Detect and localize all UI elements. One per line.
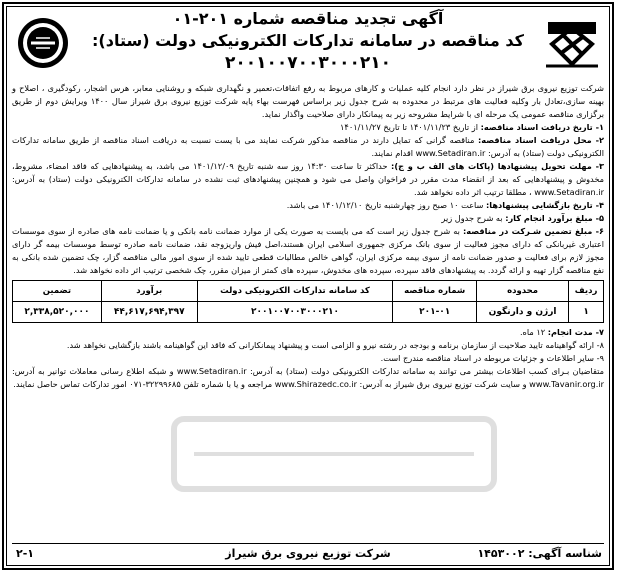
col-header-tender-no: شماره مناقصه — [393, 281, 477, 302]
ad-id: شناسه آگهی: ۱۴۵۳۰۰۲ — [477, 547, 602, 560]
item-9: ۹- سایر اطلاعات و جزئیات مربوطه در اسناد مناقصه مندرج است. — [380, 353, 604, 363]
col-header-estimate: برآورد — [101, 281, 197, 302]
item-4-text: ساعت ۱۰ صبح روز چهارشنبه تاریخ ۱۴۰۱/۱۲/۱۰ می باشد. — [286, 200, 487, 210]
tender-table — [12, 280, 604, 323]
ad-frame — [2, 2, 614, 570]
item-3-text: حداکثر تا ساعت ۱۴:۳۰ روز سه شنبه تاریخ ۱۴۰۱/۱۲/۰۹ می باشد، به پیشنهادهایی که فاقد امضاء، مشروط، مخدوش و پیشنهادهایی که بعد از انقضاء مدت مقرر در فراخوان واصل می شود و همچنین پیشنهادهای ثبت نشده در سامانه تدارکات الکترونیکی دولت (ستاد) به آدرس: www.Setadiran.ir ، مطلقا ترتیب اثر داده نخواهد شد. — [12, 161, 604, 197]
item-2 — [12, 134, 604, 160]
item-4 — [12, 199, 604, 212]
title-block — [82, 8, 534, 74]
company-logo-icon — [16, 16, 70, 70]
item-8: ۸- ارائه گواهینامه تایید صلاحیت از سازمان برنامه و بودجه در رشته نیرو و الزامی است و پیشنهاد پیمانکارانی که فاقد این گواهینامه باشند بازگشایی نخواهد شد. — [66, 340, 604, 350]
item-6-text: به شرح جدول زیر است که می بایست به صورت یکی از موارد ضمانت نامه بانکی و یا ضمانت نامه های صادره از سوی موسسات اعتباری غیربانکی که دارای مجوز فعالیت از سوی بانک مرکزی جمهوری اسلامی ایران هستند،اصل فیش واریزوجه نقد، ضمانت نامه صادره توسط موسسات بیمه گر دارای مجوز لازم برای فعالیت و صدور ضمانت نامه از سوی بیمه مرکزی ایران، گواهی خالص مطالبات قطعی تایید شده از سوی امور مالی مناقصه گزار، چک تضمین شده بانکی به نفع مناقصه گزار تهیه و ارائه گردد. به پیشنهادهای فاقد سپرده، سپرده های مخدوش، سپرده های کمتر از میزان مقرر، چک شخصی ترتیب اثر داده نخواهد شد. — [12, 226, 604, 275]
item-2-label: ۲- محل دریافت اسناد مناقصه: — [478, 135, 604, 145]
contact-paragraph: متقاضیان بـرای کسب اطلاعات بیشتر می توانند به سامانه تدارکات الکترونیکی دولت (ستاد) به آدرس: www.Setadiran.ir و شبکه اطلاع رسانی معاملات توانیر به آدرس: www.Tavanir.org.ir و سایت شرکت توزیع نیروی برق شیراز به آدرس: www.Shirazedc.co.ir مراجعه و یا با شماره تلفن ۳۲۲۹۹۶۸۵-۰۷۱ امور تدارکات تماس حاصل نمایند. — [12, 366, 604, 389]
item-5-text: به شرح جدول زیر — [441, 213, 506, 223]
item-6-label: ۶- مبلغ تضمین شـرکت در مناقصه: — [462, 226, 604, 236]
cell-area: ارژن و دارنگون — [477, 302, 569, 323]
cell-estimate: ۴۴,۶۱۷,۶۹۴,۳۹۷ — [101, 302, 197, 323]
item-7-text: ۱۲ ماه. — [519, 327, 548, 337]
tender-code: ۲۰۰۱۰۰۷۰۰۳۰۰۰۲۱۰ — [224, 53, 391, 73]
cell-row-no: ۱ — [569, 302, 604, 323]
ad-footer — [12, 543, 604, 564]
ad-header — [12, 8, 604, 80]
item-6 — [12, 225, 604, 277]
col-header-guarantee: تضمین — [13, 281, 102, 302]
ad-subtitle: کد مناقصه در سامانه تدارکات الکترونیکی دولت (ستاد): — [92, 31, 524, 50]
ad-body — [12, 82, 604, 391]
intro-paragraph: شرکت توزیع نیروی برق شیراز در نظر دارد انجام کلیه عملیات و کارهای مربوط به رفع اتفاقات،تعمیر و نگهداری شبکه و روشنایی معابر، هرس اشجار، رکودگیری ، اصلاح و بهینه سازی،تعادل بار وکلیه فعالیت های مرتبط در محدوده به شرح جدول زیر براساس فهرست بهاء پایه شرکت توزیع نیروی برق شیراز سال ۱۴۰۰ ویرایش دوم از طریق برگزاری مناقصه عمومی یک مرحله ای با شرایط مشروحه زیر به پیمانکار دارای صلاحیت واگذار نماید. — [12, 83, 604, 119]
item-7-label: ۷- مدت انجام: — [547, 327, 604, 337]
col-header-area: محدوده — [477, 281, 569, 302]
item-1-label: ۱- تاریخ دریافت اسناد مناقصه: — [480, 122, 604, 132]
col-header-row-no: ردیف — [569, 281, 604, 302]
company-name: شرکت توزیع نیروی برق شیراز — [225, 547, 391, 560]
cell-tender-no: ۲۰۱-۰۱ — [393, 302, 477, 323]
item-2-text: مناقصه گرانی که تمایل دارند در مناقصه مذکور شرکت نمایند می با یست نسبت به دریافت اسناد مناقصه از طریق سامانه تدارکات الکترونیکی دولت (ستاد) به آدرس: www.Setadiran.ir اقدام نمایند. — [12, 135, 604, 158]
item-1 — [12, 121, 604, 134]
item-5-label: ۵- مبلغ برآورد انجام کار: — [505, 213, 604, 223]
item-1-text: از تاریخ ۱۴۰۱/۱۱/۲۳ تا تاریخ ۱۴۰۱/۱۱/۲۷ — [340, 122, 481, 132]
item-3 — [12, 160, 604, 199]
item-3-label: ۳- مهلت تحویل پیشنهادها (پاکات های الف ب و ج): — [391, 161, 604, 171]
col-header-setad-code: کد سامانه تدارکات الکترونیکی دولت — [197, 281, 393, 302]
item-7 — [12, 326, 604, 339]
page-number: ۲-۱ — [16, 547, 34, 560]
item-4-label: ۴- تاریخ بازگشایی پیشنهادها: — [486, 200, 604, 210]
tavanir-logo-icon — [542, 14, 602, 74]
table-row — [13, 302, 604, 323]
item-5 — [12, 212, 604, 225]
table-header-row — [13, 281, 604, 302]
cell-setad-code: ۲۰۰۱۰۰۷۰۰۳۰۰۰۲۱۰ — [197, 302, 393, 323]
cell-guarantee: ۲,۳۳۸,۵۲۰,۰۰۰ — [13, 302, 102, 323]
ad-title: آگهی تجدید مناقصه شماره ۲۰۱-۰۱ — [172, 9, 444, 28]
